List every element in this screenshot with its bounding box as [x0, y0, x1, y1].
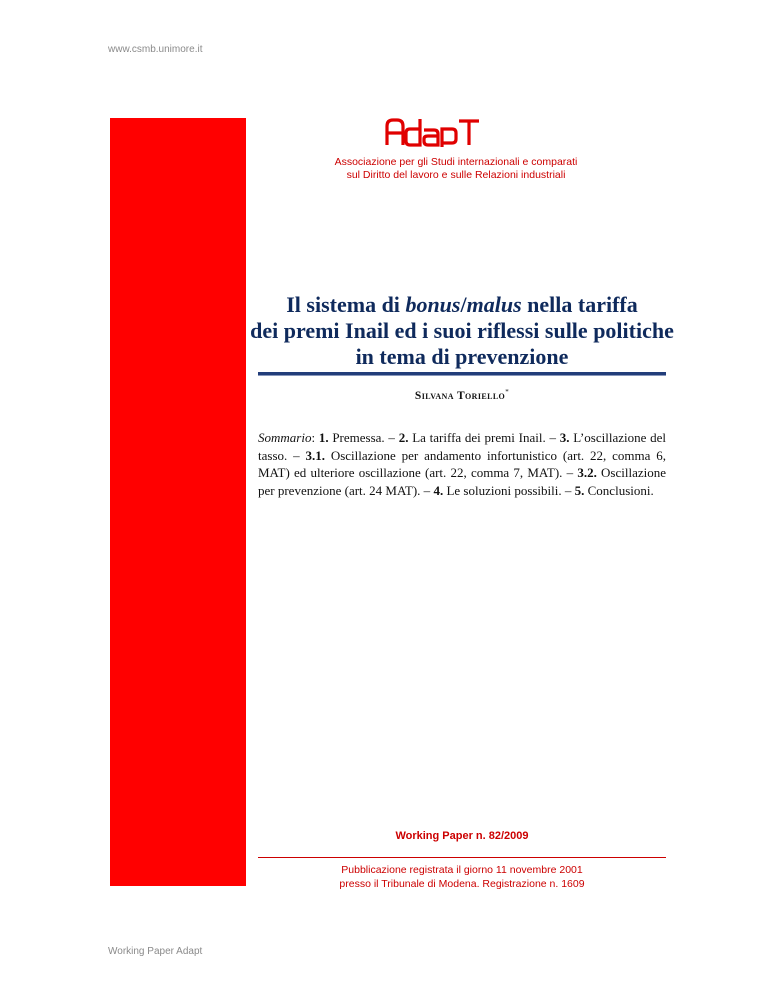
red-side-band: [110, 118, 246, 886]
summary-items: [258, 430, 666, 498]
summary-item-text: Premessa. –: [328, 430, 399, 445]
association-line-2: sul Diritto del lavoro e sulle Relazioni industriali: [346, 169, 566, 181]
author-name: Silvana Toriello*: [414, 388, 510, 402]
registration-line-2: presso il Tribunale di Modena. Registrazione n. 1609: [339, 877, 585, 890]
logo-text: ADAPT: [383, 117, 387, 118]
summary-item-text: Oscillazione per andamento infortunistico (art. 22, comma 6, MAT) ed ulteriore oscillazione (art. 22, comma 7, MAT). –: [258, 447, 667, 480]
summary-item-number: 5.: [574, 482, 585, 498]
title-divider: [258, 372, 666, 376]
summary-item-number: 2.: [398, 430, 409, 445]
summary-paragraph: Sommario: 1. Premessa. – 2. La tariffa dei premi Inail. – 3. L’oscillazione del tasso. – 3.1. Oscillazione per andamento infortunistico (art. 22, comma 6, MAT) ed ulteriore oscillazione (art. 22, comma 7, MAT). – 3.2. Oscillazione per prevenzione (art. 24 MAT). – 4. Le soluzioni possibili. – 5. Conclusioni.: [258, 430, 667, 498]
title-malus: malus: [466, 292, 522, 317]
working-paper-number: Working Paper n. 82/2009: [395, 830, 529, 842]
summary-item-number: 3.2.: [577, 465, 597, 480]
adapt-logo-graphic: [384, 117, 480, 147]
summary-item-text: L’oscillazione del tasso. –: [258, 430, 666, 463]
summary-item-text: Oscillazione per prevenzione (art. 24 MAT). –: [258, 465, 666, 498]
title-line-2: dei premi Inail ed i suoi riflessi sulle politiche: [250, 318, 674, 343]
association-description: [246, 156, 666, 182]
summary-item-text: La tariffa dei premi Inail. –: [408, 430, 560, 445]
working-paper-divider: [258, 857, 666, 858]
registration-line-1: Pubblicazione registrata il giorno 11 novembre 2001: [341, 864, 583, 876]
summary-label: Sommario: [258, 430, 312, 445]
footer-label: Working Paper Adapt: [108, 946, 203, 957]
summary-item-text: Conclusioni.: [584, 482, 654, 498]
title-bonus: bonus: [405, 292, 461, 317]
adapt-logo: [0, 117, 768, 147]
header-url: www.csmb.unimore.it: [108, 44, 203, 55]
registration-notice: [246, 864, 678, 891]
title-line-1: Il sistema di bonus/malus nella tariffa: [286, 292, 638, 317]
summary-item-text: Le soluzioni possibili. –: [443, 482, 575, 498]
author-footnote-mark: *: [505, 388, 510, 396]
paper-title: [246, 292, 678, 370]
summary-item-number: 3.1.: [305, 447, 325, 463]
summary-item-number: 3.: [559, 430, 570, 445]
title-line-3: in tema di prevenzione: [355, 344, 569, 369]
summary-item-number: 1.: [318, 430, 329, 445]
summary-item-number: 4.: [433, 482, 444, 498]
association-line-1: Associazione per gli Studi internazionali e comparati: [334, 156, 578, 168]
